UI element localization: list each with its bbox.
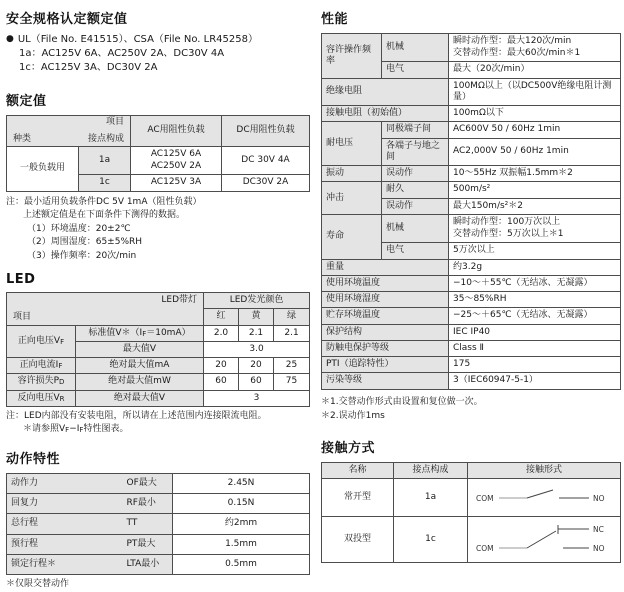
cell-label-pti: PTI（追踪特性） <box>322 357 449 373</box>
cell-sublabel-mechanical: 机械 <box>382 214 449 242</box>
cell-sublabel-same-pole: 同极端子间 <box>382 122 449 138</box>
cell-name: 常开型 <box>322 479 394 517</box>
cell-value: 最大150m/s²＊2 <box>449 198 621 214</box>
table-row <box>322 182 621 198</box>
cell-value: 0.5mm <box>173 554 310 574</box>
column-header-contact-form: 接触形式 <box>468 463 621 479</box>
cell-value: 20 <box>204 358 239 374</box>
cell-value: 20 <box>239 358 274 374</box>
cell-value: AC600V 50 / 60Hz 1min <box>449 122 621 138</box>
svg-text:COM: COM <box>476 493 494 503</box>
cell-code: RF最小 <box>127 494 173 514</box>
cell-load-kind: 一般负载用 <box>7 147 79 192</box>
table-row <box>7 147 310 175</box>
safety-ul-csa-text: UL（File No. E41515）、CSA（File No. LR45258） <box>17 34 258 45</box>
note-prefix: 注： <box>6 410 25 421</box>
cell-value: 100MΩ以上（以DC500V绝缘电阻计测量） <box>449 78 621 106</box>
table-row <box>7 390 310 406</box>
circuit-diagram-1a <box>475 487 613 509</box>
table-row <box>7 514 310 534</box>
cell-ac-values: AC125V 6A AC250V 2A <box>131 147 222 175</box>
corner-label-item: 项目 <box>13 311 32 322</box>
cell-value: 2.1 <box>274 325 310 341</box>
table-row <box>7 554 310 574</box>
cell-label-reverse-voltage: 反向电压$V_R$ <box>7 390 76 406</box>
column-header-name: 名称 <box>322 463 394 479</box>
cell-label: 锁定行程＊ <box>7 554 127 574</box>
cell-contact-1a: 1a <box>79 147 131 175</box>
cell-label: 预行程 <box>7 534 127 554</box>
svg-text:NC: NC <box>593 524 604 534</box>
operating-characteristics-table <box>6 473 310 575</box>
cell-value: 最大（20次/min） <box>449 62 621 78</box>
rated-header-row <box>7 115 310 147</box>
cell-code: OF最大 <box>127 473 173 493</box>
cell-name: 双投型 <box>322 517 394 563</box>
column-header-ac-load: AC用阻性负载 <box>131 115 222 147</box>
led-header-row <box>7 293 310 309</box>
table-row <box>322 340 621 356</box>
cell-code: LTA最小 <box>127 554 173 574</box>
svg-text:NO: NO <box>593 543 605 553</box>
cell-label-operating-frequency: 容许操作频率 <box>322 34 382 79</box>
cell-ac-value: AC125V 3A <box>131 175 222 191</box>
cell-value: 175 <box>449 357 621 373</box>
corner-label-led-lamp: LED带灯 <box>161 294 198 305</box>
circuit-diagram-1c <box>475 521 613 559</box>
cell-value: 60 <box>239 374 274 390</box>
table-row <box>322 292 621 308</box>
cell-sublabel-durability: 耐久 <box>382 182 449 198</box>
cell-label: 总行程 <box>7 514 127 534</box>
table-row <box>322 214 621 242</box>
section-title-led: LED <box>6 272 36 288</box>
safety-line-1a: 1a：AC125V 6A、AC250V 2A、DC30V 4A <box>19 47 225 59</box>
cell-value: 瞬时动作型：100万次以上 交替动作型：5万次以上＊1 <box>449 214 621 242</box>
corner-label-item: 项目 <box>105 116 124 127</box>
rated-values-table <box>6 115 310 192</box>
led-notes: 注： LED内部没有安装电阻，所以请在上述范围内连接限流电阻。 ＊请参照$V_F-I_F$特性图表。 <box>6 410 267 435</box>
cell-sublabel-electrical: 电气 <box>382 243 449 259</box>
cell-label-operating-temp: 使用环境温度 <box>322 275 449 291</box>
svg-text:NO: NO <box>593 493 605 503</box>
cell-label-operating-humidity: 使用环境湿度 <box>322 292 449 308</box>
column-header-green: 绿 <box>274 309 310 325</box>
section-title-contact-method: 接触方式 <box>321 441 376 457</box>
cell-condition: 绝对最大值mW <box>76 374 204 390</box>
cell-value-span: 3.0 <box>204 341 310 357</box>
cell-value: 约2mm <box>173 514 310 534</box>
table-row <box>322 122 621 138</box>
cell-sublabel-to-ground: 各端子与地之间 <box>382 138 449 166</box>
cell-dc-value: DC30V 2A <box>222 175 310 191</box>
cell-value: 25 <box>274 358 310 374</box>
cell-value: 35～85%RH <box>449 292 621 308</box>
performance-notes: ＊1.交替动作形式由设置和复位做一次。 ＊2.误动作1ms <box>321 396 483 422</box>
table-row <box>322 373 621 389</box>
safety-line-ul-csa <box>6 33 309 47</box>
bullet-icon: ● <box>6 34 14 44</box>
contact-header-row <box>322 463 621 479</box>
cell-value: 约3.2g <box>449 259 621 275</box>
rated-notes: 注： 最小适用负载条件DC 5V 1mA（阻性负载） 上述额定值是在下面条件下测得的数据。 （1）环境温度：20±2℃ （2）周围湿度：65±5%RH （3）操作频率：20次/min <box>6 196 202 261</box>
cell-sublabel-malfunction: 误动作 <box>382 198 449 214</box>
section-title-operating-characteristics: 动作特性 <box>6 451 61 467</box>
cell-value: 3（IEC60947-5-1） <box>449 373 621 389</box>
led-corner-cell <box>7 293 204 326</box>
table-row <box>322 78 621 106</box>
cell-label-shock-protection-class: 防触电保护等级 <box>322 340 449 356</box>
cell-label-shock: 冲击 <box>322 182 382 215</box>
contact-method-table <box>321 462 621 563</box>
performance-table <box>321 33 621 390</box>
cell-sublabel-mechanical: 机械 <box>382 34 449 62</box>
table-row <box>322 324 621 340</box>
cell-value: IEC IP40 <box>449 324 621 340</box>
cell-dc-value: DC 30V 4A <box>222 147 310 175</box>
cell-value: 2.1 <box>239 325 274 341</box>
column-header-yellow: 黄 <box>239 309 274 325</box>
cell-label-pollution-degree: 污染等级 <box>322 373 449 389</box>
cell-condition-standard: 标准值$V*(I_F=10mA)$ <box>76 325 204 341</box>
table-row <box>7 494 310 514</box>
corner-label-kind: 种类 <box>13 133 32 144</box>
cell-condition: 绝对最大值V <box>76 390 204 406</box>
table-row <box>7 374 310 390</box>
corner-label-contact-config: 接点构成 <box>87 133 124 144</box>
cell-value: 瞬时动作型：最大120次/min 交替动作型：最大60次/min＊1 <box>449 34 621 62</box>
table-row <box>322 517 621 563</box>
cell-code: PT最大 <box>127 534 173 554</box>
cell-value: 5万次以上 <box>449 243 621 259</box>
cell-label-power-dissipation: 容许损失$P_D$ <box>7 374 76 390</box>
cell-sublabel-electrical: 电气 <box>382 62 449 78</box>
table-row <box>7 473 310 493</box>
table-row <box>322 259 621 275</box>
cell-label-forward-voltage: 正向电压$V_F$ <box>7 325 76 358</box>
safety-line-1c: 1c：AC125V 3A、DC30V 2A <box>19 61 158 73</box>
table-row <box>7 325 310 341</box>
cell-value: 100mΩ以下 <box>449 106 621 122</box>
cell-label-life: 寿命 <box>322 214 382 259</box>
cell-label-weight: 重量 <box>322 259 449 275</box>
table-row <box>322 106 621 122</box>
section-title-performance: 性能 <box>321 12 349 27</box>
left-column <box>6 6 309 592</box>
cell-value: Class Ⅱ <box>449 340 621 356</box>
column-header-contact-config: 接点构成 <box>394 463 468 479</box>
cell-condition: 绝对最大值mA <box>76 358 204 374</box>
right-column <box>321 6 620 563</box>
cell-label: 动作力 <box>7 473 127 493</box>
cell-label-storage-temp: 贮存环境温度 <box>322 308 449 324</box>
cell-value: 2.0 <box>204 325 239 341</box>
table-row <box>322 275 621 291</box>
cell-value: 0.15N <box>173 494 310 514</box>
cell-sublabel-malfunction: 误动作 <box>382 166 449 182</box>
table-row <box>322 357 621 373</box>
table-row <box>7 534 310 554</box>
section-title-safety-ratings: 安全规格认定额定值 <box>6 12 128 27</box>
table-row <box>322 308 621 324</box>
cell-code: TT <box>127 514 173 534</box>
svg-text:COM: COM <box>476 543 494 553</box>
table-row <box>322 479 621 517</box>
cell-value: −25～＋65℃（无结冰、无凝露） <box>449 308 621 324</box>
cell-label-vibration: 振动 <box>322 166 382 182</box>
cell-value: AC2,000V 50 / 60Hz 1min <box>449 138 621 166</box>
cell-label-protection-structure: 保护结构 <box>322 324 449 340</box>
cell-config: 1a <box>394 479 468 517</box>
column-header-red: 红 <box>204 309 239 325</box>
cell-value: 75 <box>274 374 310 390</box>
action-note: ＊仅限交替动作 <box>6 579 70 590</box>
column-header-led-colors: LED发光颜色 <box>204 293 310 309</box>
cell-value: 10～55Hz 双振幅1.5mm＊2 <box>449 166 621 182</box>
led-table <box>6 292 310 407</box>
cell-contact-1c: 1c <box>79 175 131 191</box>
cell-diagram <box>468 479 621 517</box>
rated-corner-cell <box>7 115 131 147</box>
cell-condition-max: 最大值V <box>76 341 204 357</box>
cell-label-forward-current: 正向电流$I_F$ <box>7 358 76 374</box>
cell-label-insulation-resistance: 绝缘电阻 <box>322 78 449 106</box>
cell-diagram <box>468 517 621 563</box>
cell-value: 2.45N <box>173 473 310 493</box>
cell-label-contact-resistance: 接触电阻（初始值） <box>322 106 449 122</box>
table-row <box>322 166 621 182</box>
note-prefix: 注： <box>6 196 25 207</box>
cell-value: 1.5mm <box>173 534 310 554</box>
cell-label-withstand-voltage: 耐电压 <box>322 122 382 166</box>
column-header-dc-load: DC用阻性负载 <box>222 115 310 147</box>
cell-value: 500m/s² <box>449 182 621 198</box>
table-row <box>7 358 310 374</box>
section-title-rated-values: 额定值 <box>6 93 47 109</box>
cell-value: 60 <box>204 374 239 390</box>
cell-value: −10～＋55℃（无结冰、无凝露） <box>449 275 621 291</box>
cell-value-span: 3 <box>204 390 310 406</box>
table-row <box>322 34 621 62</box>
cell-config: 1c <box>394 517 468 563</box>
cell-label: 回复力 <box>7 494 127 514</box>
